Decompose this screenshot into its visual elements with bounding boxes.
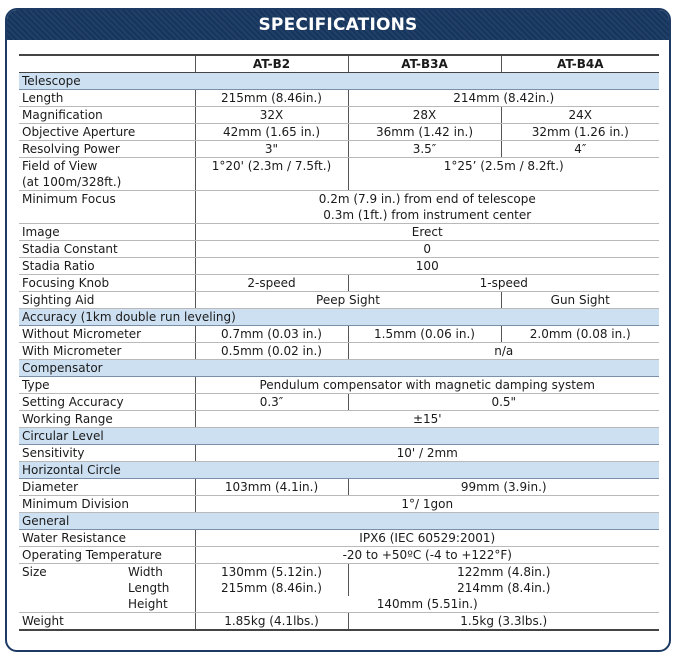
- table-row: [19, 479, 659, 496]
- table-row: [19, 124, 659, 141]
- cell-value: 100: [195, 258, 659, 275]
- cell-value: 0: [195, 241, 659, 258]
- row-label: Resolving Power: [19, 141, 195, 158]
- cell-value: 4″: [501, 141, 659, 158]
- table-row: [19, 377, 659, 394]
- table-row: [19, 411, 659, 428]
- cell-value: Peep Sight: [195, 292, 501, 309]
- row-label: Water Resistance: [19, 530, 195, 547]
- cell-value: n/a: [348, 343, 659, 360]
- cell-value: 3.5″: [348, 141, 501, 158]
- page-title: SPECIFICATIONS: [7, 10, 669, 40]
- cell-value: Erect: [195, 224, 659, 241]
- row-label: Operating Temperature: [19, 547, 195, 564]
- row-label: Magnification: [19, 107, 195, 124]
- cell-value: 0.3m (1ft.) from instrument center: [195, 207, 659, 224]
- column-header-at-b4a: AT-B4A: [501, 55, 659, 73]
- row-label: Type: [19, 377, 195, 394]
- row-label: Without Micrometer: [19, 326, 195, 343]
- table-row: [19, 530, 659, 547]
- cell-value: 1-speed: [348, 275, 659, 292]
- size-sub-label: Width: [128, 565, 163, 579]
- table-row: [19, 564, 659, 581]
- cell-value: 0.5mm (0.02 in.): [195, 343, 348, 360]
- cell-value: 103mm (4.1in.): [195, 479, 348, 496]
- cell-value: 10' / 2mm: [195, 445, 659, 462]
- cell-value: 0.5": [348, 394, 659, 411]
- column-header-label: [19, 55, 195, 73]
- size-label: Size: [22, 565, 47, 579]
- cell-value: 1°/ 1gon: [195, 496, 659, 513]
- row-label: Sighting Aid: [19, 292, 195, 309]
- table-row: [19, 596, 659, 613]
- table-row: [19, 107, 659, 124]
- section-label: Accuracy (1km double run leveling): [19, 309, 659, 326]
- size-sub-label: Length: [128, 581, 170, 595]
- table-row: [19, 613, 659, 631]
- row-label: Stadia Constant: [19, 241, 195, 258]
- row-label: Length: [19, 90, 195, 107]
- section-general: [19, 513, 659, 530]
- row-label: With Micrometer: [19, 343, 195, 360]
- table-row: [19, 141, 659, 158]
- size-sub-label: Height: [128, 597, 168, 611]
- table-row: [19, 496, 659, 513]
- section-horizontal-circle: [19, 462, 659, 479]
- table-row: [19, 241, 659, 258]
- cell-value: 3": [195, 141, 348, 158]
- section-compensator: [19, 360, 659, 377]
- table-row: [19, 158, 659, 175]
- row-label: Image: [19, 224, 195, 241]
- table-row: [19, 207, 659, 224]
- column-header-at-b3a: AT-B3A: [348, 55, 501, 73]
- cell-value: 0.7mm (0.03 in.): [195, 326, 348, 343]
- section-label: Horizontal Circle: [19, 462, 659, 479]
- row-label: Minimum Focus: [22, 192, 116, 206]
- cell-value: Pendulum compensator with magnetic damping system: [195, 377, 659, 394]
- table-row: [19, 343, 659, 360]
- cell-value: 1°20' (2.3m / 7.5ft.): [195, 158, 348, 175]
- row-label: (at 100m/328ft.): [19, 174, 195, 191]
- section-accuracy: [19, 309, 659, 326]
- row-label: Weight: [19, 613, 195, 631]
- cell-value: 42mm (1.65 in.): [195, 124, 348, 141]
- section-label: Circular Level: [19, 428, 659, 445]
- cell-value: 214mm (8.42in.): [348, 90, 659, 107]
- cell-value: 99mm (3.9in.): [348, 479, 659, 496]
- cell-value: 0.2m (7.9 in.) from end of telescope: [195, 191, 659, 208]
- table-row: [19, 580, 659, 596]
- row-label: Working Range: [19, 411, 195, 428]
- cell-value: -20 to +50ºC (-4 to +122°F): [195, 547, 659, 564]
- row-label: Stadia Ratio: [19, 258, 195, 275]
- row-label: Field of View: [22, 159, 98, 173]
- table-row: [19, 258, 659, 275]
- table-row: [19, 90, 659, 107]
- table-row: [19, 292, 659, 309]
- cell-value: IPX6 (IEC 60529:2001): [195, 530, 659, 547]
- cell-value: ±15': [195, 411, 659, 428]
- section-telescope: [19, 73, 659, 90]
- table-row: [19, 275, 659, 292]
- cell-value: 32X: [195, 107, 348, 124]
- cell-value: 36mm (1.42 in.): [348, 124, 501, 141]
- cell-value: 1°25’ (2.5m / 8.2ft.): [348, 158, 659, 175]
- section-label: Compensator: [19, 360, 659, 377]
- row-label: Sensitivity: [19, 445, 195, 462]
- table-row: [19, 394, 659, 411]
- row-label: Setting Accuracy: [19, 394, 195, 411]
- table-row: [19, 191, 659, 208]
- table-row: [19, 174, 659, 191]
- table-row: [19, 326, 659, 343]
- cell-value: 130mm (5.12in.): [195, 564, 348, 581]
- spec-table: [19, 54, 659, 631]
- section-circular-level: [19, 428, 659, 445]
- row-label: Focusing Knob: [19, 275, 195, 292]
- row-label: Objective Aperture: [19, 124, 195, 141]
- cell-value: 122mm (4.8in.): [348, 564, 659, 581]
- cell-value: 1.5mm (0.06 in.): [348, 326, 501, 343]
- cell-value: 2.0mm (0.08 in.): [501, 326, 659, 343]
- cell-value: 140mm (5.51in.): [195, 596, 659, 613]
- spec-panel: [5, 8, 671, 652]
- cell-value: 1.5kg (3.3lbs.): [348, 613, 659, 631]
- row-label: [19, 564, 195, 581]
- cell-value: Gun Sight: [501, 292, 659, 309]
- cell-value: 215mm (8.46in.): [195, 580, 348, 596]
- row-label: Minimum Division: [19, 496, 195, 513]
- row-label: Diameter: [19, 479, 195, 496]
- section-label: General: [19, 513, 659, 530]
- cell-value: 28X: [348, 107, 501, 124]
- cell-value: 24X: [501, 107, 659, 124]
- table-row: [19, 547, 659, 564]
- cell-value: 215mm (8.46in.): [195, 90, 348, 107]
- column-header-at-b2: AT-B2: [195, 55, 348, 73]
- section-label: Telescope: [19, 73, 659, 90]
- cell-value: 32mm (1.26 in.): [501, 124, 659, 141]
- cell-value: 2-speed: [195, 275, 348, 292]
- cell-value: 1.85kg (4.1lbs.): [195, 613, 348, 631]
- table-row: [19, 224, 659, 241]
- table-row: [19, 445, 659, 462]
- header-row: [19, 55, 659, 73]
- cell-value: 0.3″: [195, 394, 348, 411]
- cell-value: 214mm (8.4in.): [348, 580, 659, 596]
